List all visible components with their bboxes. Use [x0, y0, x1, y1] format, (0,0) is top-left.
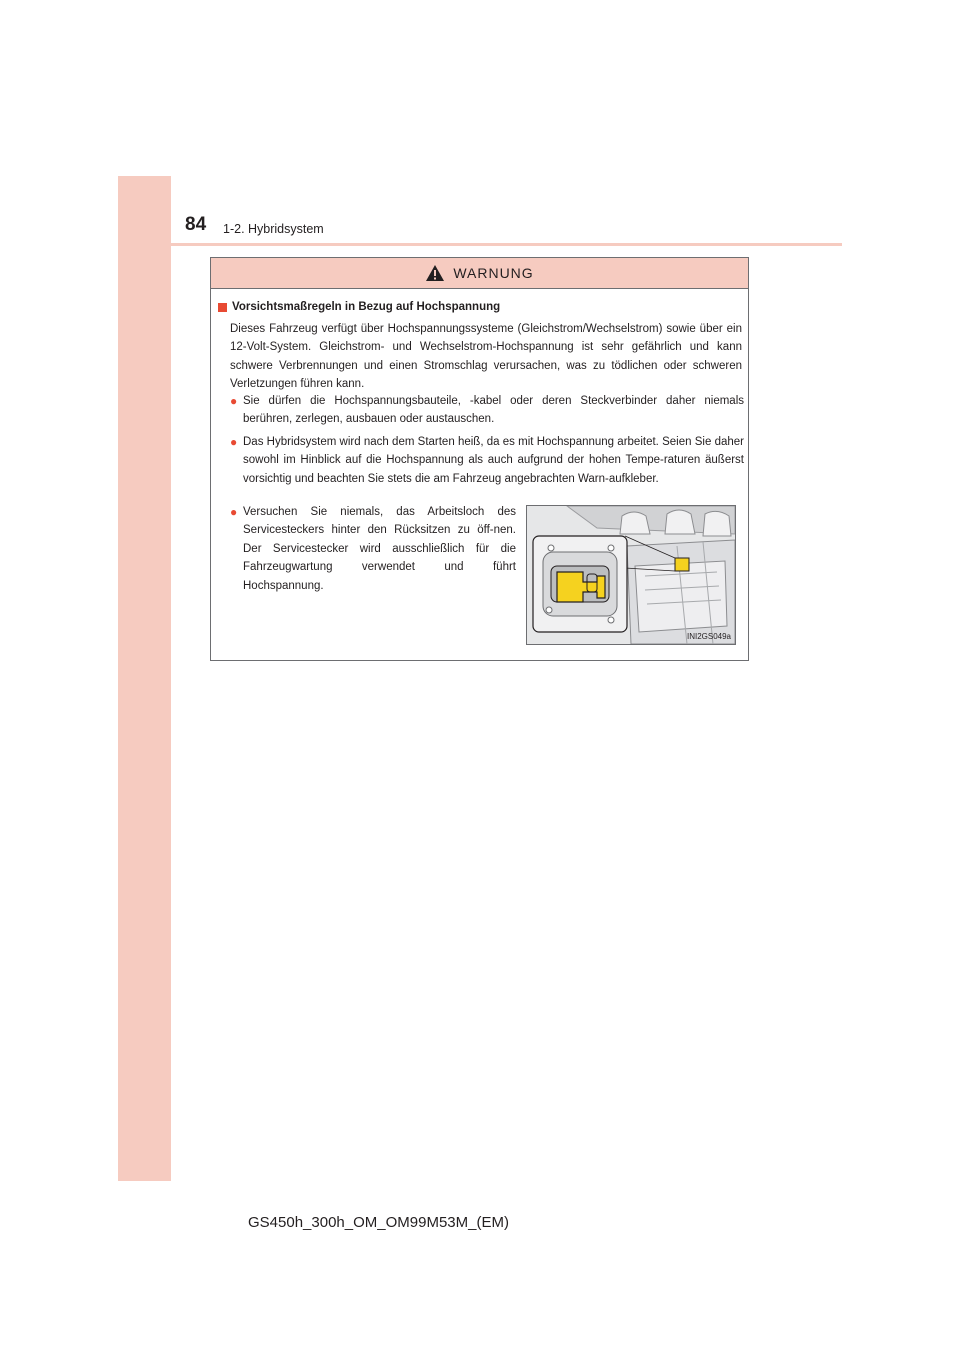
bullet-dot-icon: ●	[230, 435, 238, 449]
warning-intro: Dieses Fahrzeug verfügt über Hochspannungssysteme (Gleichstrom/Wechselstrom) sowie über ein 12-Volt-System. Gleichstrom- und Wechselstrom-Hochspannung ist sehr gefährlich und kann schwere Verbrennungen und einen Stromschlag verursachen, was zu tödlichen oder schweren Verletzungen führen kann.	[230, 323, 742, 391]
warning-header	[211, 258, 748, 289]
square-bullet-icon	[218, 303, 227, 312]
side-color-band	[118, 176, 171, 1181]
footer-doc-code: GS450h_300h_OM_OM99M53M_(EM)	[248, 1214, 509, 1231]
bullet-text: Das Hybridsystem wird nach dem Starten heiß, da es mit Hochspannung arbeitet. Seien Sie daher sowohl im Hinblick auf die Hochspannung als auch aufgrund der hohen Tempe-raturen äußerst vorsichtig und beachten Sie stets die am Fahrzeug angebrachten Warn-aufkleber.	[243, 436, 744, 485]
warning-subheading	[218, 301, 500, 313]
warning-bullet	[230, 433, 744, 488]
bullet-dot-icon: ●	[230, 394, 238, 408]
section-title: 1-2. Hybridsystem	[223, 222, 324, 236]
warning-bullet	[230, 392, 744, 429]
warning-bullet	[230, 503, 516, 595]
page-number: 84	[185, 214, 207, 235]
warning-label: WARNUNG	[453, 265, 534, 281]
warning-triangle-icon	[425, 264, 445, 282]
bullet-text: Versuchen Sie niemals, das Arbeitsloch des Servicesteckers hinter den Rücksitzen zu öff-nen. Der Servicestecker wird ausschließlich für die Fahrzeugwartung verwendet und führt Hochspannung.	[243, 506, 516, 592]
bullet-dot-icon: ●	[230, 505, 238, 519]
figure-code: INI2GS049a	[686, 632, 731, 641]
header-rule	[118, 243, 842, 246]
service-plug-illustration	[526, 505, 736, 645]
service-plug-drawing	[527, 506, 735, 644]
warning-box	[210, 257, 749, 661]
subheading-text: Vorsichtsmaßregeln in Bezug auf Hochspannung	[232, 301, 501, 313]
bullet-text: Sie dürfen die Hochspannungsbauteile, -kabel oder deren Steckverbinder daher niemals berühren, zerlegen, ausbauen oder austauschen.	[243, 395, 744, 426]
